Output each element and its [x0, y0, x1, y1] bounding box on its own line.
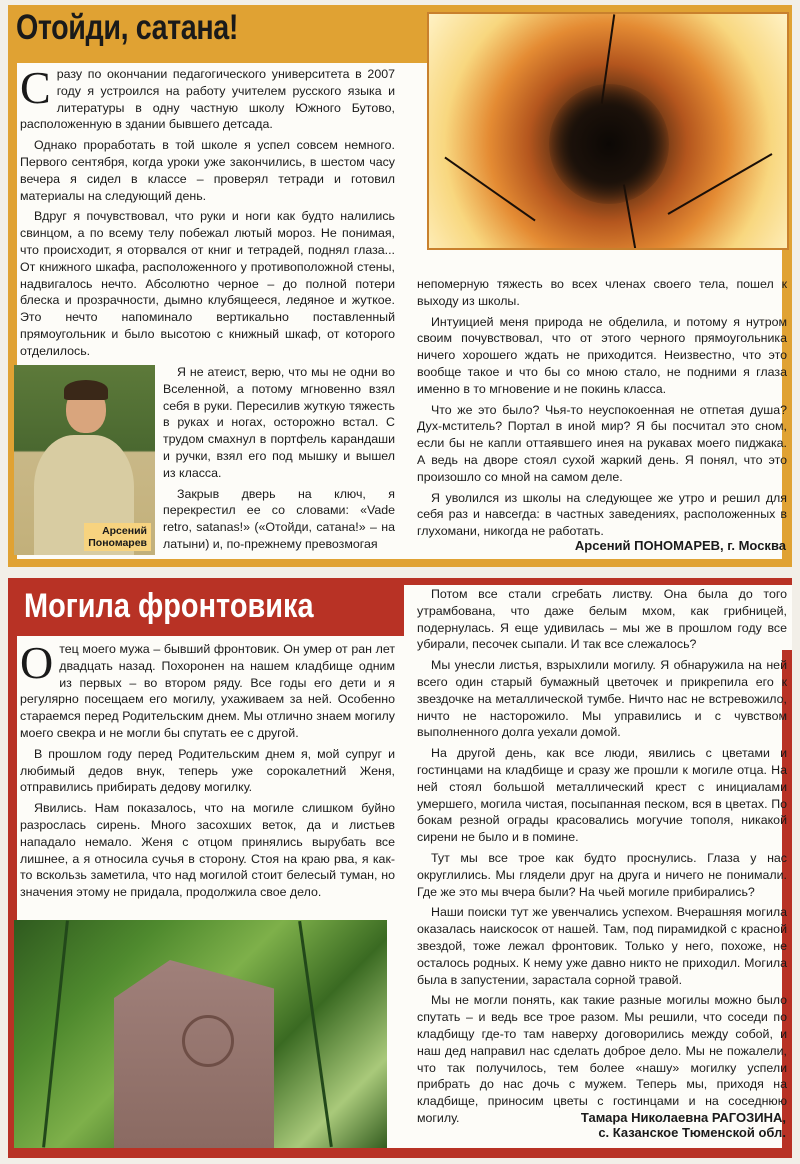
article-2-paragraph-3: Явились. Нам показалось, что на могиле слишком буйно разрослась сирень. Много засохших веток, да и листьев нападало немало. Женя с отцом принялись вырубать все лишнее, а я относила сучья в сторону. Стоя на краю рва, я как-то вскользь заметила, что над могилой стоит белесый туман, но значения этому не придала, продолжила свое дело.: [20, 801, 395, 900]
article-1-paragraph-7: Интуицией меня природа не обделила, и потому я нутром своим почувствовал, что от этого черного прямоугольника ничего хорошего ждать не приходится. Неизвестно, что это вообще такое и что бы со мною стало, не подними я глаза именно в то мгновение и не покинь класса.: [417, 314, 787, 396]
article-2-signature-name: Тамара Николаевна РАГОЗИНА,: [580, 1110, 786, 1125]
article-2-column-1: [20, 637, 395, 905]
article-1-drop-cap: С: [20, 62, 51, 113]
grave-photo: [14, 920, 387, 1148]
article-2-paragraph-2: В прошлом году перед Родительским днем я, мой супруг и любимый дедов внук, теперь уже сорокалетний Женя, отправились прибирать дедову могилку.: [20, 746, 395, 795]
tendril-3: [668, 153, 773, 215]
article-1-paragraph-1: разу по окончании педагогического университета в 2007 году я устроился на работу учителем русского языка и литературы в одну частную школу Южного Бутово, расположенную в здании бывшего детсада.: [20, 67, 395, 132]
article-1-signature: Арсений ПОНОМАРЕВ, г. Москва: [574, 538, 786, 553]
article-1-paragraph-3: Вдруг я почувствовал, что руки и ноги как будто налились свинцом, а по всему телу побежал лютый мороз. Не понимая, что происходит, я оторвался от книг и тетрадей, поднял глаза... От книжного шкафа, расположенного у противоположной стены, надвигалось нечто. Абсолютно черное – до полной потери блеска и прозрачности, дымно клубящееся, ледяное и жуткое. Это нечто напоминало вертикально поставленный прямоугольник и было высотою с книжный шкаф, от которого отделилось.: [20, 209, 395, 358]
author-1-photo-caption: [84, 523, 151, 551]
caption-last-name: Пономарев: [88, 537, 147, 549]
article-1-title: Отойди, сатана!: [16, 8, 238, 47]
article-2-paragraph-1: тец моего мужа – бывший фронтовик. Он умер от ран лет двадцать назад. Похоронен на нашем кладбище одним из первых – во втором ряду. Все годы его дети и я регулярно посещаем его могилу, ухаживаем за ней. Особенно стараемся перед Родительским днем. Мы отлично знаем могилу моего свекра и не могли бы спутать ее с другой.: [20, 642, 395, 740]
photo-figure-hair: [64, 380, 108, 400]
article-1-paragraph-8: Что же это было? Чья-то неуспокоенная не отпетая душа? Дух-мститель? Портал в иной мир? Я бы посчитал это сном, если бы не капли оттаявшего инея на рукавах моего пиджака. А ведь на дворе стоял сухой жаркий день. Я понял, что это произошло со мной на самом деле.: [417, 402, 787, 484]
tendril-2: [444, 157, 535, 222]
caption-first-name: Арсений: [102, 525, 147, 537]
article-1-column-1: [20, 62, 395, 364]
article-2-signature: [581, 1110, 786, 1140]
plant-stem-1: [42, 920, 69, 1147]
article-1-illustration: [427, 12, 789, 250]
article-2-signature-place: с. Казанское Тюменской обл.: [598, 1125, 786, 1140]
article-2-paragraph-5: Мы унесли листья, взрыхлили могилу. Я обнаружила на ней всего один старый бумажный цветочек и прикрепила его к звездочке на металлической тумбе. Ничто нас не встревожило, ничто не насторожило. Мы управились и с чувством выполненного долга уехали домой.: [417, 658, 787, 740]
article-2-title: Могила фронтовика: [24, 587, 314, 625]
article-1-paragraph-2: Однако проработать в той школе я успел совсем немного. Первого сентября, когда уроки уже закончились, в шестом часу вечера я сидел в классе – проверял тетради и готовил материалы на следующий день.: [20, 138, 395, 203]
article-2-paragraph-8: Наши поиски тут же увенчались успехом. Вчерашняя могила оказалась наискосок от нашей. Там, под пирамидкой с красной звездой, тоже лежал фронтовик. Только у него, похоже, не осталось родных. К нему уже давно никто не приходил. Могила была в запустении, зарастала сорной травой.: [417, 905, 787, 987]
article-2-paragraph-7: Тут мы все трое как будто проснулись. Глаза у нас округлились. Мы глядели друг на друга и ничего не понимали. Где же это мы вчера были? На чьей могиле прибирались?: [417, 850, 787, 899]
hammer-and-sickle-emblem: [182, 1015, 234, 1067]
article-1-paragraph-4: Я не атеист, верю, что мы не одни во Вселенной, а потому мгновенно взял себя в руки. Пересилив жуткую тяжесть в руках и ногах, осторожно встал. С трудом смахнул в портфель карандаши и ручки, взял его под мышку и вышел из класса.: [163, 365, 395, 480]
article-1-paragraph-5: Закрыв дверь на ключ, я перекрестил ее со словами: «Vade retro, satanas!» («Отойди, сатана!» – на латыни) и, по-прежнему превозмогая: [163, 486, 395, 551]
article-1-column-1b: [163, 364, 395, 557]
article-2-drop-cap: О: [20, 637, 54, 688]
dark-creature-shape: [549, 84, 669, 204]
article-1-paragraph-9: Я уволился из школы на следующее же утро и решил для себя раз и навсегда: в частных заведениях, расположенных в глухомани, никогда не работать.: [417, 490, 787, 539]
article-1-paragraph-6: непомерную тяжесть во всех членах своего тела, пошел к выходу из школы.: [417, 277, 787, 308]
article-2-paragraph-4: Потом все стали сгребать листву. Она была до того утрамбована, что даже белым мхом, как грибницей, подернулась. Я еще удивилась – мы же в прошлом году все убирали, песочек сыпали. И так все слежалось?: [417, 587, 787, 652]
article-2-column-2: [417, 586, 787, 1131]
article-1-column-2: [417, 276, 787, 544]
plant-stem-2: [298, 921, 333, 1147]
article-2-paragraph-6: На другой день, как все люди, явились с цветами и гостинцами на кладбище и сразу же прошли к могиле отца. На ней стоял большой металлический крест с инициалами умершего, могила чистая, посыпанная песком, вся в цветах. По бокам резной ограды красовались могучие тополя, никакой сирени не было и в помине.: [417, 746, 787, 845]
author-1-photo: [14, 365, 155, 555]
article-2-paragraph-9: Мы не могли понять, как такие разные могилы можно было спутать – и ведь все трое разом. Мы решили, что соседи по кладбищу где-то там наверху договорились между собой, и наш дед направил нас сделать доброе дело. Мы не пожалели, что так получилось, тем более «нашу» могилку успели прибрать до нас дочь с мужем. Теперь мы, приходя на кладбище, приносим цветы с гостинцами и на соседнюю могилу.: [417, 993, 787, 1125]
